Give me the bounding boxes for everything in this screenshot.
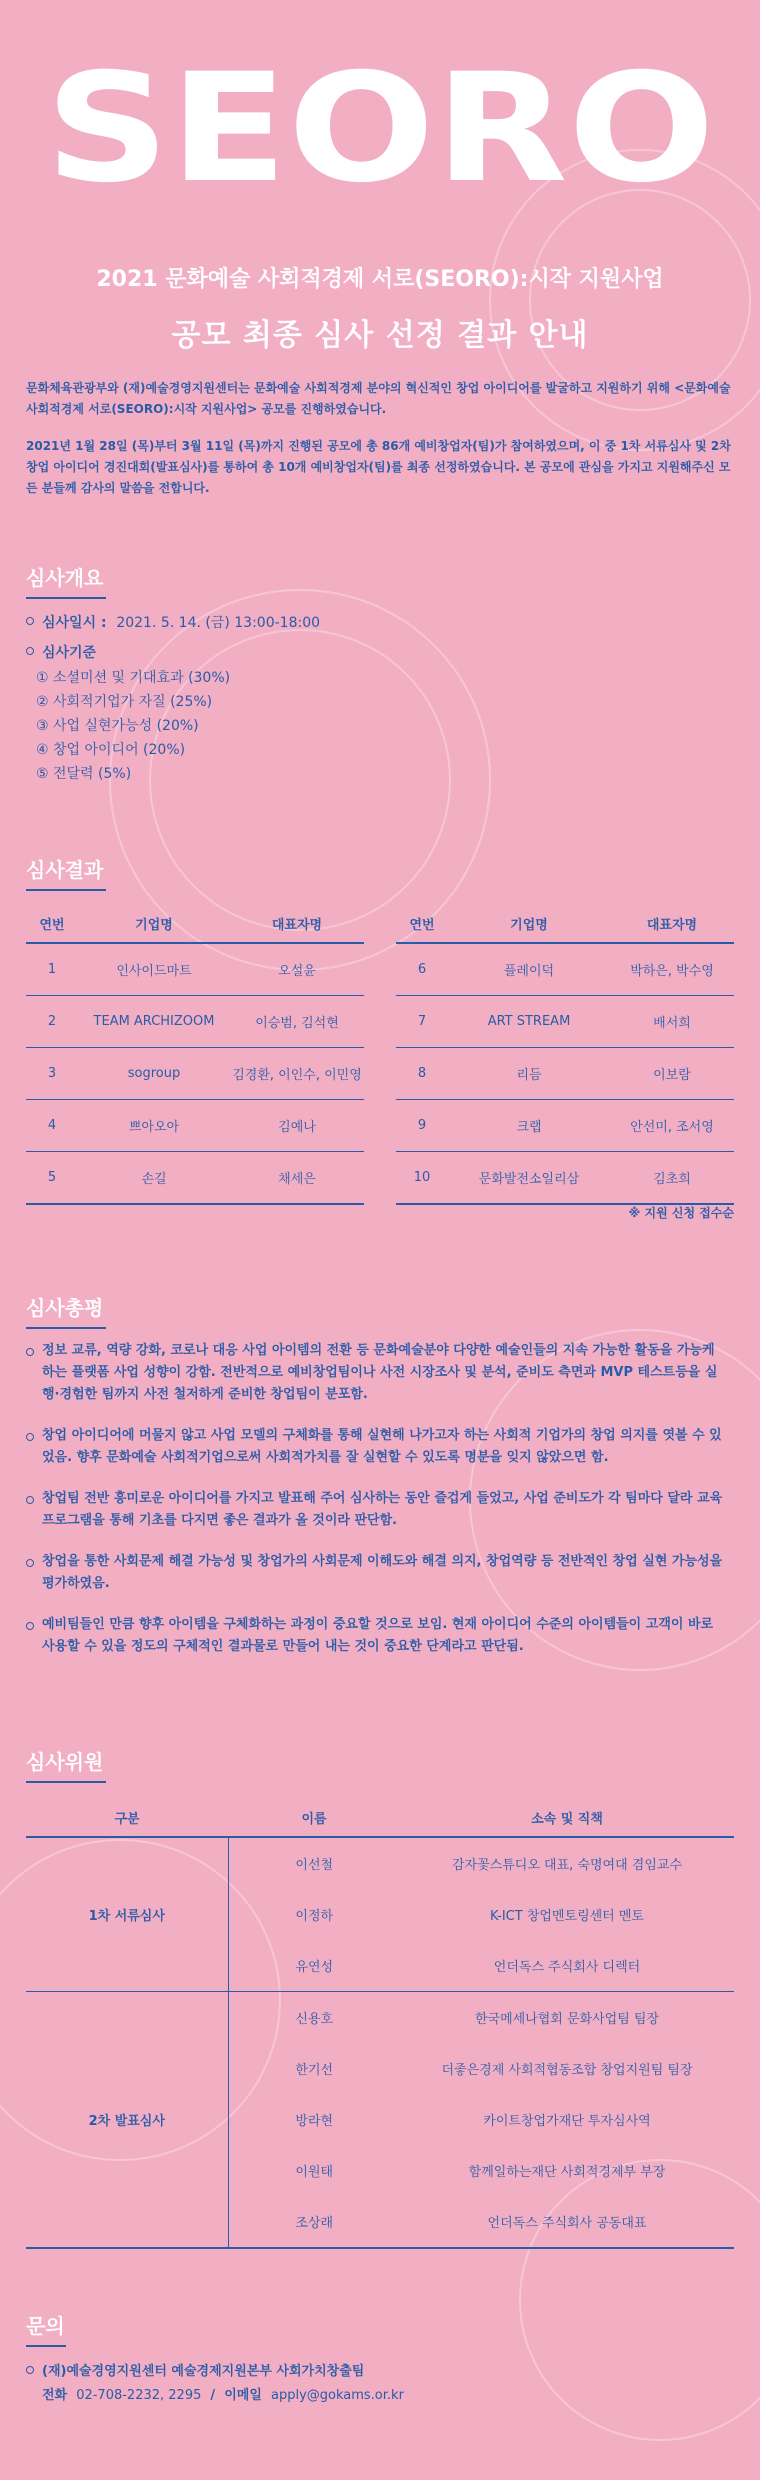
jury-group-1: 1차 서류심사	[26, 1837, 228, 1992]
table-row: 유연성 언더독스 주식회사 디렉터	[26, 1940, 734, 1992]
page-title: 공모 최종 심사 선정 결과 안내	[171, 318, 589, 353]
contact-details: 전화 02-708-2232, 2295 / 이메일 apply@gokams.or.kr	[42, 2388, 404, 2403]
jury-heading: 심사위원	[26, 1746, 106, 1783]
table-row: 한기선 더좋은경제 사회적협동조합 창업지원팀 팀장	[295, 2063, 693, 2078]
table-row: 3 sogroup 김경환, 이인수, 이민영	[26, 1048, 364, 1100]
email-label: 이메일	[224, 2388, 262, 2403]
criteria-item: ⑤ 전달력 (5%)	[36, 766, 132, 782]
criteria-item: ① 소셜미션 및 기대효과 (30%)	[36, 670, 231, 686]
table-row: 이원태 함께일하는재단 사회적경제부 부장	[295, 2165, 666, 2180]
phone-label: 전화	[42, 2388, 68, 2403]
table-row: 조상래 언더독스 주식회사 공동대표	[26, 2196, 734, 2248]
criteria-item: ④ 창업 아이디어 (20%)	[36, 742, 186, 758]
table-row: 1차 서류심사 이선철 감자꽃스튜디오 대표, 숙명여대 겸임교수	[26, 1837, 734, 1889]
criteria-item: ② 사회적기업가 자질 (25%)	[36, 694, 213, 710]
review-item: 예비팀들인 만큼 향후 아이템을 구체화하는 과정이 중요할 것으로 보임. 현재 아이디어 수준의 아이템들이 고객이 바로 사용할 수 있을 정도의 구체적인 결과물로 만들어 내는 것이 중요한 단계라고 판단됨.	[26, 1614, 726, 1658]
table-row: 5 손길 채세은	[26, 1152, 364, 1205]
overview-date: 심사일시 : 2021. 5. 14. (금) 13:00-18:00	[26, 612, 320, 632]
bullet-icon	[26, 1433, 34, 1441]
table-row: 10 문화발전소일리삼 김초희	[396, 1152, 734, 1205]
phone-value: 02-708-2232, 2295	[76, 2388, 202, 2403]
bullet-icon	[26, 617, 34, 625]
table-row: 1 인사이드마트 오설윤	[26, 943, 364, 996]
results-table-right: 연번 기업명 대표자명 6 플레이덕 박하은, 박수영 7 ART STREAM 배서희 8 리듬 이보람 9 크랩 안선미, 조서영 10 문화발전소일리삼 김초희	[396, 904, 734, 1205]
table-row: 7 ART STREAM 배서희	[396, 996, 734, 1048]
bullet-icon	[26, 1622, 34, 1630]
bullet-icon	[26, 1348, 34, 1356]
overview-criteria-label: 심사기준	[26, 642, 320, 662]
jury-group-2: 2차 발표심사	[26, 1992, 228, 2249]
table-row: 6 플레이덕 박하은, 박수영	[396, 943, 734, 996]
jury-table: 구분 이름 소속 및 직책 1차 서류심사 이선철 감자꽃스튜디오 대표, 숙명여대 겸임교수 이정하 K-ICT 창업멘토링센터 멘토 유연성 언더독스 주식회사 디렉터 2차 발표심사 신용호 한국메세나협회 문화사업팀 팀장 한기선 더좋은경제 사회적협동조합 창업지원팀 팀장 방라현 카이트창업가재단 투자심사역 이원태 함께일하는재단 사회적경제부 부장 조상래 언더독스 주식회사 공동대표	[26, 1798, 734, 2249]
contact-heading: 문의	[26, 2310, 66, 2347]
review-section	[26, 1340, 726, 1677]
table-row: 4 쁘아오아 김예나	[26, 1100, 364, 1152]
bullet-icon	[26, 647, 34, 655]
bullet-icon	[26, 1559, 34, 1567]
review-item: 창업을 통한 사회문제 해결 가능성 및 창업가의 사회문제 이해도와 해결 의지, 창업역량 등 전반적인 창업 실현 가능성을 평가하였음.	[26, 1551, 726, 1595]
table-row: 이정하 K-ICT 창업멘토링센터 멘토	[295, 1909, 644, 1924]
email-link[interactable]: apply@gokams.or.kr	[270, 2388, 404, 2403]
review-item: 창업 아이디어에 머물지 않고 사업 모델의 구체화를 통해 실현해 나가고자 하는 사회적 기업가의 창업 의지를 엿볼 수 있었음. 향후 문화예술 사회적기업으로써 사회적가치를 잘 실현할 수 있도록 명분을 잊지 않았으면 함.	[26, 1425, 726, 1469]
review-item: 정보 교류, 역량 강화, 코로나 대응 사업 아이템의 전환 등 문화예술분야 다양한 예술인들의 지속 가능한 활동을 가능케하는 플랫폼 사업 성향이 강함. 전반적으로 예비창업팀이나 사전 시장조사 및 분석, 준비도 측면과 MVP 테스트등을 실행·경험한 팀까지 사전 철저하게 준비한 창업팀이 분포함.	[26, 1340, 726, 1406]
results-note: ※ 지원 신청 접수순	[628, 1206, 734, 1220]
bullet-icon	[26, 2366, 34, 2374]
intro-paragraph: 문화체육관광부와 (재)예술경영지원센터는 문화예술 사회적경제 분야의 혁신적인 창업 아이디어를 발굴하고 지원하기 위해 <문화예술 사회적경제 서로(SEORO):시작 지원사업> 공모를 진행하였습니다.	[26, 381, 731, 416]
table-row: 8 리듬 이보람	[396, 1048, 734, 1100]
bullet-icon	[26, 1496, 34, 1504]
seoro-logo	[0, 58, 760, 198]
contact-section	[26, 2360, 404, 2408]
results-heading: 심사결과	[26, 854, 106, 891]
results-table-left: 연번 기업명 대표자명 1 인사이드마트 오설윤 2 TEAM ARCHIZOOM 이승범, 김석현 3 sogroup 김경환, 이인수, 이민영 4 쁘아오아 김예나 5 손길 채세은	[26, 904, 364, 1205]
table-row: 방라현 카이트창업가재단 투자심사역	[295, 2114, 651, 2129]
review-heading: 심사총평	[26, 1292, 106, 1329]
overview-heading: 심사개요	[26, 562, 106, 599]
logo-text: SEORO	[45, 58, 715, 198]
table-row: 9 크랩 안선미, 조서영	[396, 1100, 734, 1152]
overview-section	[26, 612, 320, 786]
intro-text	[26, 378, 736, 515]
criteria-list	[36, 666, 320, 786]
contact-org: (재)예술경영지원센터 예술경제지원본부 사회가치창출팀	[26, 2360, 404, 2384]
review-item: 창업팀 전반 흥미로운 아이디어를 가지고 발표해 주어 심사하는 동안 즐겁게 들었고, 사업 준비도가 각 팀마다 달라 교육 프로그램을 통해 기초를 다지면 좋은 결과가 올 것이라 판단함.	[26, 1488, 726, 1532]
table-row: 2 TEAM ARCHIZOOM 이승범, 김석현	[26, 996, 364, 1048]
subtitle: 2021 문화예술 사회적경제 서로(SEORO):시작 지원사업	[96, 267, 664, 292]
intro-paragraph: 2021년 1월 28일 (목)부터 3월 11일 (목)까지 진행된 공모에 총 86개 예비창업자(팀)가 참여하였으며, 이 중 1차 서류심사 및 2차 창업 아이디어 경진대회(발표심사)를 통하여 총 10개 예비창업자(팀)를 최종 선정하였습니다. 본 공모에 관심을 가지고 지원해주신 모든 분들께 감사의 말씀을 전합니다.	[26, 439, 731, 495]
criteria-item: ③ 사업 실현가능성 (20%)	[36, 718, 199, 734]
table-row: 2차 발표심사 신용호 한국메세나협회 문화사업팀 팀장	[26, 1992, 734, 2044]
